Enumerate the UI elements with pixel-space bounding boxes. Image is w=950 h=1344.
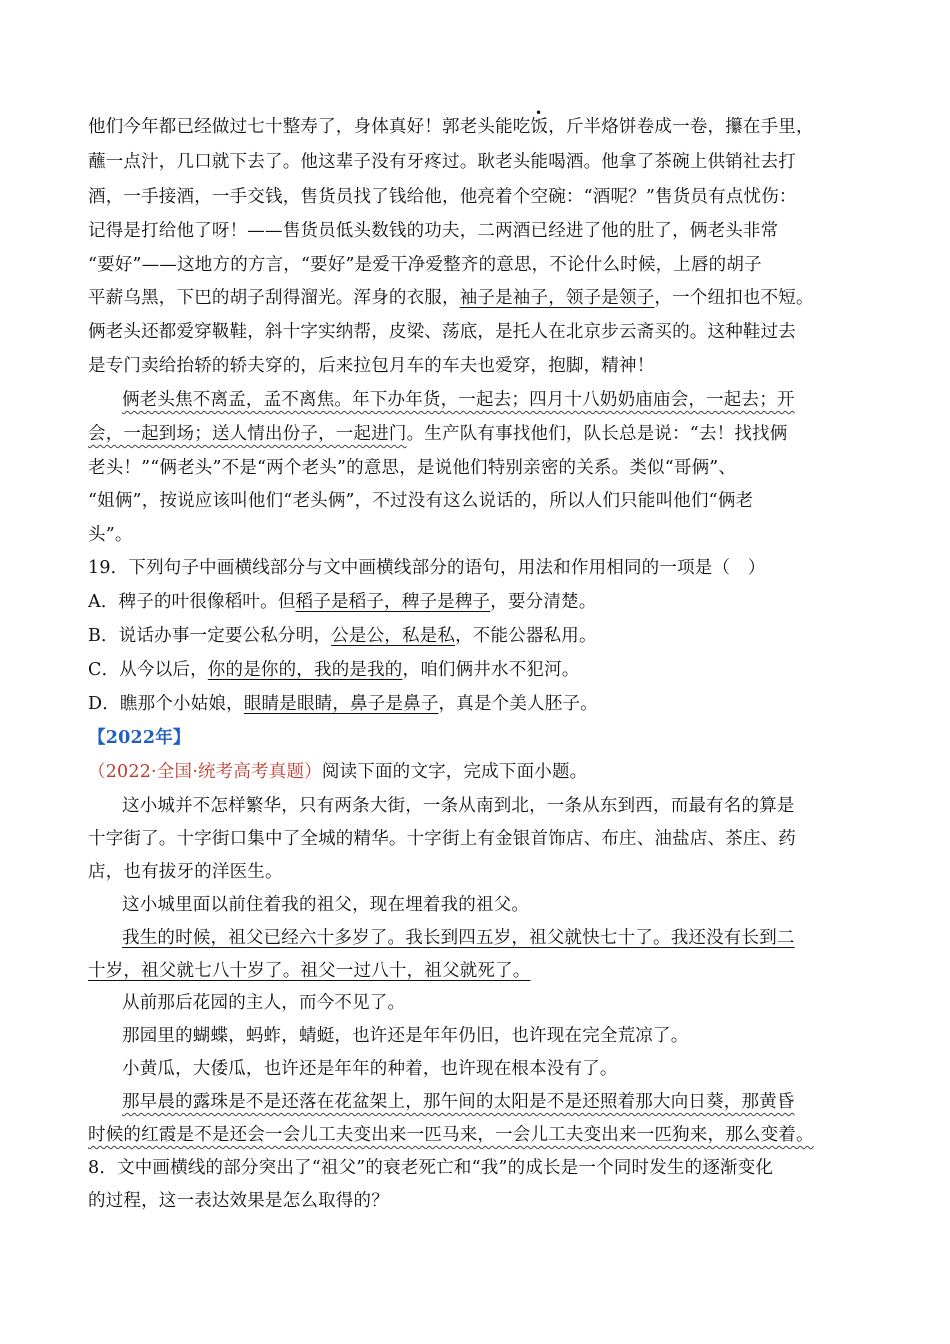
passage2-line-7: 从前那后花园的主人，而今不见了。 — [122, 993, 406, 1013]
question8-line-2: 的过程，这一表达效果是怎么取得的？ — [88, 1191, 389, 1211]
passage1-line-6-pre: 平薪乌黑，下巴的胡子刮得溜光。浑身的衣服， — [88, 288, 460, 308]
passage2-line-1: 这小城并不怎样繁华，只有两条大街，一条从南到北，一条从东到西，而最有名的算是 — [122, 796, 795, 816]
passage1-line-10-post: 。生产队有事找他们，队长总是说：“去！找找俩 — [406, 424, 788, 444]
question19-option-a — [88, 590, 596, 614]
passage1-line-9 — [122, 388, 795, 412]
underlined-sentence-1: 我生的时候，祖父已经六十多岁了。我长到四五岁，祖父就快七十了。我还没有长到二 — [122, 928, 795, 948]
question19-stem: 19．下列句子中画横线部分与文中画横线部分的语句，用法和作用相同的一项是（ ） — [88, 558, 766, 578]
passage2-line-9: 小黄瓜，大倭瓜，也许还是年年的种着，也许现在根本没有了。 — [122, 1059, 618, 1079]
question19-option-c — [88, 658, 580, 682]
option-a-pre: A．稗子的叶很像稻叶。但 — [88, 592, 296, 612]
option-a-post: ，要分清楚。 — [490, 592, 597, 612]
passage2-line-2: 十字街了。十字街口集中了全城的精华。十字街上有金银首饰店、布庄、油盐店、茶庄、药 — [88, 829, 796, 849]
source-label: （2022·全国·统考高考真题） — [88, 762, 322, 782]
passage1-line-6 — [88, 286, 814, 310]
passage1-line-4: 记得是打给他了呀！——售货员低头数钱的功夫，二两酒已经进了他的肚了，俩老头非常 — [88, 221, 779, 241]
wavy-phrase-1: 俩老头焦不离孟，孟不离焦。年下办年货，一起去；四月十八奶奶庙庙会，一起去；开 — [122, 390, 795, 410]
passage2-line-8: 那园里的蝴蝶，蚂蚱，蜻蜓，也许还是年年仍旧，也许现在完全荒凉了。 — [122, 1026, 689, 1046]
year-heading: 【2022年】 — [88, 728, 191, 748]
passage1-line-1: 他们今年都已经做过七十整寿了，身体真好！郭老头能吃饭，斤半烙饼卷成一卷，攥在手里， — [88, 117, 814, 137]
passage1-line-2: 蘸一点汁，几口就下去了。他这辈子没有牙疼过。耿老头能喝酒。他拿了茶碗上供销社去打 — [88, 152, 796, 172]
passage1-line-6-post: ，一个纽扣也不短。 — [654, 288, 814, 308]
passage1-line-7: 俩老头还都爱穿靸鞋，斜十字实纳帮，皮梁、荡底，是托人在北京步云斋买的。这种鞋过去 — [88, 322, 796, 342]
question8-line-1: 8．文中画横线的部分突出了“祖父”的衰老死亡和“我”的成长是一个同时发生的逐渐变化 — [88, 1158, 774, 1178]
passage2-line-6 — [88, 959, 531, 983]
option-b-post: ，不能公器私用。 — [455, 626, 597, 646]
emphasis-dot: • — [535, 106, 543, 120]
wavy-sentence-2: 时候的红霞是不是还会一会儿工夫变出来一匹马来，一会儿工夫变出来一匹狗来，那么变着。 — [88, 1125, 814, 1145]
option-d-post: ，真是个美人胚子。 — [438, 694, 598, 714]
option-b-pre: B．说话办事一定要公私分明， — [88, 626, 332, 646]
underlined-phrase: 袖子是袖子，领子是领子 — [459, 288, 655, 308]
instruction: 阅读下面的文字，完成下面小题。 — [321, 762, 588, 782]
option-a-underlined: 稻子是稻子，稗子是稗子 — [295, 592, 491, 612]
question19-option-d — [88, 692, 598, 716]
passage1-line-13: 头”。 — [88, 525, 133, 545]
passage1-line-8: 是专门卖给抬轿的轿夫穿的，后来拉包月车的车夫也爱穿，抱脚，精神！ — [88, 356, 655, 376]
passage1-line-3: 酒，一手接酒，一手交钱，售货员找了钱给他，他亮着个空碗：“酒呢？”售货员有点忧伤： — [88, 187, 797, 207]
source-line — [88, 760, 587, 784]
wavy-sentence-1: 那早晨的露珠是不是还落在花盆架上，那午间的太阳是不是还照着那大向日葵，那黄昏 — [122, 1092, 795, 1112]
option-b-underlined: 公是公，私是私 — [331, 626, 456, 646]
option-c-pre: C．从今以后， — [88, 660, 208, 680]
passage1-line-5: “要好”——这地方的方言，“要好”是爱干净爱整齐的意思，不论什么时候，上唇的胡子 — [88, 255, 762, 275]
passage2-line-10 — [122, 1090, 795, 1114]
passage1-line-10 — [88, 422, 787, 446]
passage2-line-4: 这小城里面以前住着我的祖父，现在埋着我的祖父。 — [122, 895, 530, 915]
option-d-pre: D．瞧那个小姑娘， — [88, 694, 244, 714]
passage1-line-12: “姐俩”，按说应该叫他们“老头俩”，不过没有这么说话的，所以人们只能叫他们“俩老 — [88, 491, 754, 511]
option-c-post: ，咱们俩井水不犯河。 — [402, 660, 580, 680]
question19-option-b — [88, 624, 597, 648]
passage2-line-5 — [122, 926, 795, 950]
option-c-underlined: 你的是你的，我的是我的 — [207, 660, 403, 680]
option-d-underlined: 眼睛是眼睛，鼻子是鼻子 — [243, 694, 439, 714]
passage2-line-3: 店，也有拔牙的洋医生。 — [88, 862, 283, 882]
wavy-phrase-2: 会，一起到场；送人情出份子，一起进门 — [88, 424, 407, 444]
passage2-line-11 — [88, 1123, 814, 1147]
passage1-line-11: 老头！”“俩老头”不是“两个老头”的意思，是说他们特别亲密的关系。类似“哥俩”、 — [88, 458, 737, 478]
underlined-sentence-2: 十岁，祖父就七八十岁了。祖父一过八十，祖父就死了。 — [88, 961, 531, 981]
